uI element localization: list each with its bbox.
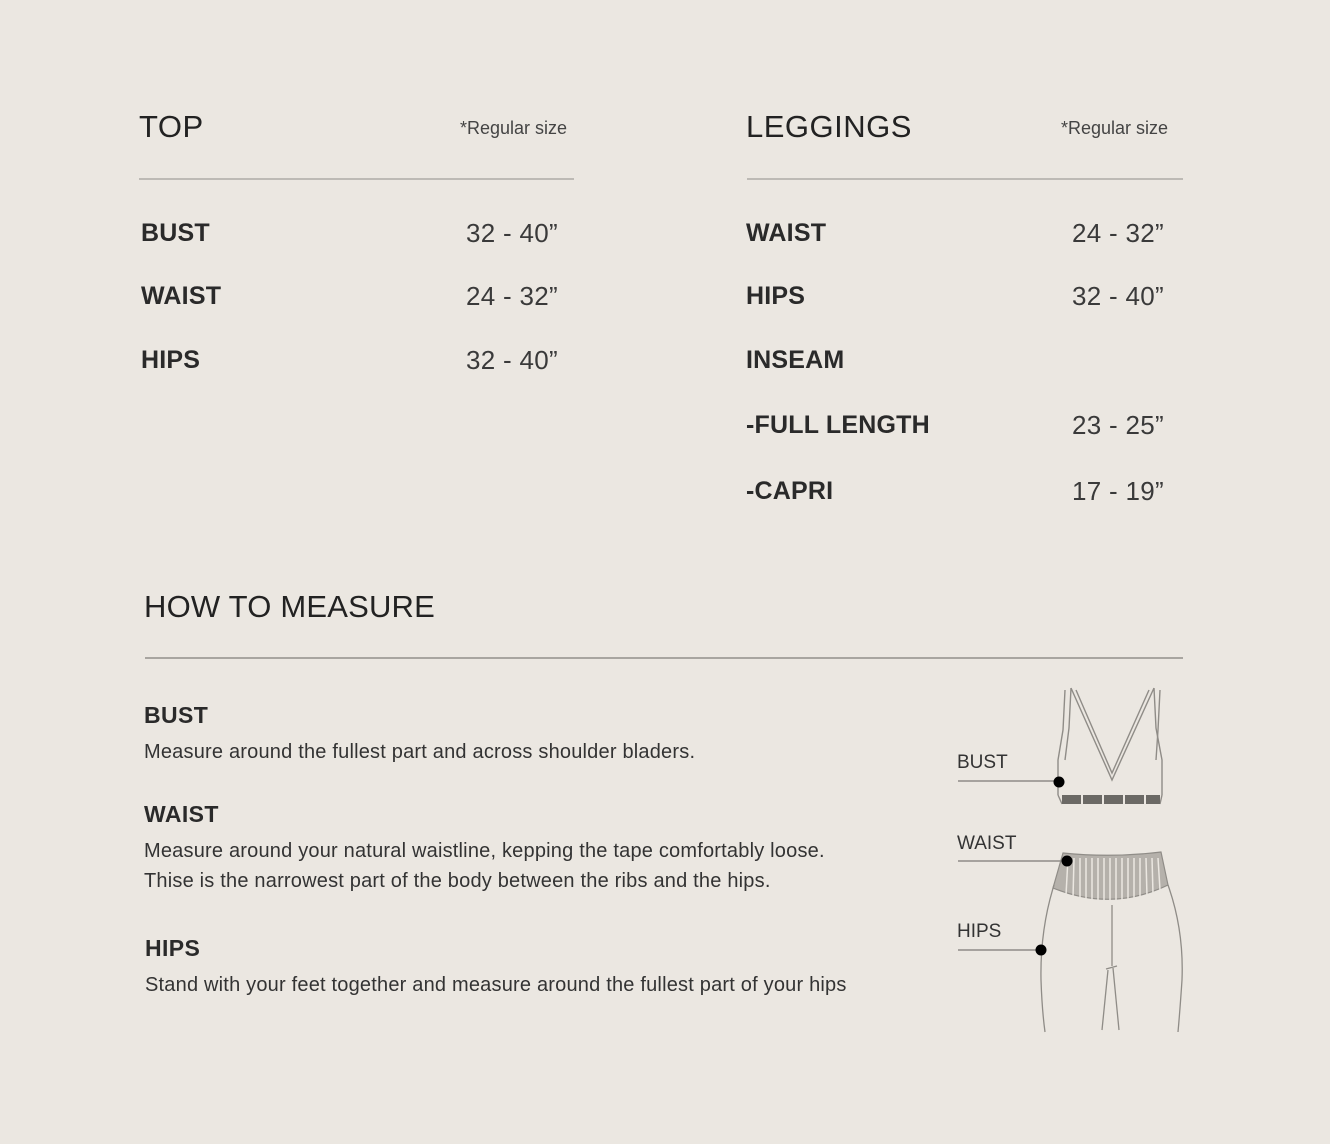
leggings-row-label: -CAPRI	[746, 477, 834, 505]
measure-text-bust: Measure around the fullest part and across shoulder bladers.	[144, 741, 696, 763]
bra-band	[1062, 795, 1160, 804]
leggings-regular-size-note: *Regular size	[1061, 118, 1169, 138]
leggings-icon	[1041, 852, 1182, 1032]
top-row-value: 24 - 32”	[466, 281, 559, 311]
top-row-value: 32 - 40”	[466, 218, 559, 248]
leggings-row-label: WAIST	[746, 219, 827, 247]
leggings-row-label: HIPS	[746, 282, 806, 310]
measure-heading-waist: WAIST	[144, 801, 219, 827]
top-section-title: TOP	[139, 109, 204, 144]
diagram-label-bust: BUST	[957, 752, 1008, 773]
leggings-row-value: 17 - 19”	[1072, 476, 1165, 506]
top-row-value: 32 - 40”	[466, 345, 559, 375]
how-to-measure-divider	[145, 657, 1183, 659]
leggings-row-value: 24 - 32”	[1072, 218, 1165, 248]
diagram-label-hips: HIPS	[957, 921, 1002, 942]
leggings-divider	[747, 178, 1183, 180]
garment-illustration-icon	[940, 680, 1200, 1040]
measure-heading-bust: BUST	[144, 702, 209, 728]
waist-dot-icon	[1062, 856, 1073, 867]
top-row-label: HIPS	[141, 346, 201, 374]
leggings-section-title: LEGGINGS	[746, 109, 912, 144]
top-regular-size-note: *Regular size	[460, 118, 568, 138]
leggings-row-value: 32 - 40”	[1072, 281, 1165, 311]
measure-heading-hips: HIPS	[145, 935, 201, 961]
diagram-label-waist: WAIST	[957, 833, 1017, 854]
top-divider	[139, 178, 574, 180]
bust-dot-icon	[1054, 777, 1065, 788]
leggings-row-label: INSEAM	[746, 346, 845, 374]
sports-bra-icon	[1058, 688, 1162, 804]
top-row-label: WAIST	[141, 282, 222, 310]
measure-text-waist-line2: Thise is the narrowest part of the body between the ribs and the hips.	[144, 870, 771, 892]
hips-dot-icon	[1036, 945, 1047, 956]
how-to-measure-title: HOW TO MEASURE	[144, 589, 436, 624]
measure-text-waist-line1: Measure around your natural waistline, kepping the tape comfortably loose.	[144, 840, 825, 862]
leggings-row-value: 23 - 25”	[1072, 410, 1165, 440]
measure-text-hips: Stand with your feet together and measure around the fullest part of your hips	[145, 974, 847, 996]
leggings-row-label: -FULL LENGTH	[746, 411, 930, 439]
top-row-label: BUST	[141, 219, 210, 247]
